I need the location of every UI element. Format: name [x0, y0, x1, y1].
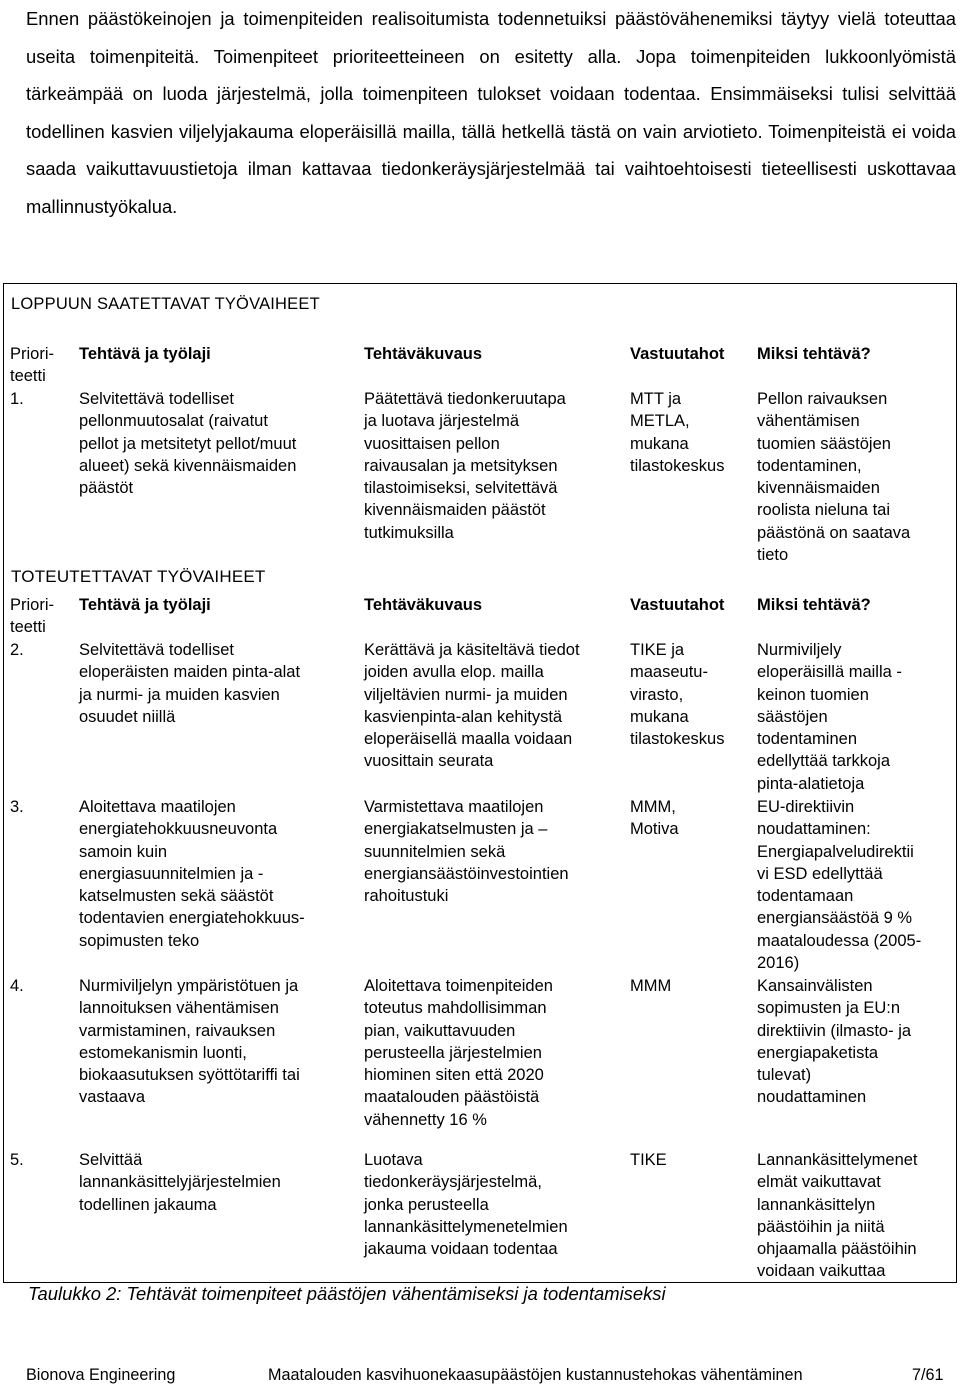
row-priority: 2.	[10, 641, 24, 659]
row-task: Selvittää lannankäsittelyjärjestelmien todellinen jakauma	[79, 1151, 281, 1214]
page-number: 7/61	[912, 1366, 944, 1384]
footer-document-title: Maatalouden kasvihuonekaasupäästöjen kustannustehokas vähentäminen	[268, 1366, 803, 1384]
row-why: EU-direktiivin noudattaminen: Energiapalveludirektii vi ESD edellyttää todentamaan energiansäästöä 9 % maataloudessa (2005- 2016)	[757, 798, 922, 973]
row-task: Aloitettava maatilojen energiatehokkuusneuvonta samoin kuin energiasuunnitelmien ja - katselmusten sekä säästöt todentavien energiatehokkuus- sopimusten teko	[79, 798, 305, 950]
row-priority: 3.	[10, 798, 24, 816]
header-description: Tehtäväkuvaus	[364, 596, 482, 614]
header-why: Miksi tehtävä?	[757, 596, 871, 614]
row-responsible: MTT ja METLA, mukana tilastokeskus	[630, 390, 725, 475]
section-title-implementation: TOTEUTETTAVAT TYÖVAIHEET	[11, 567, 266, 586]
row-description: Luotava tiedonkeräysjärjestelmä, jonka perusteella lannankäsittelymenetelmien jakauma voidaan todentaa	[364, 1151, 568, 1259]
header-responsible: Vastuutahot	[630, 345, 725, 363]
row-why: Nurmiviljely eloperäisillä mailla - keinon tuomien säästöjen todentaminen edellyttää tarkkoja pinta-alatietoja	[757, 641, 902, 793]
row-responsible: TIKE ja maaseutu- virasto, mukana tilastokeskus	[630, 641, 725, 749]
table-caption: Taulukko 2: Tehtävät toimenpiteet päästöjen vähentämiseksi ja todentamiseksi	[28, 1283, 666, 1304]
row-why: Kansainvälisten sopimusten ja EU:n direktiivin (ilmasto- ja energiapaketista tulevat) noudattaminen	[757, 977, 912, 1107]
row-description: Varmistettava maatilojen energiakatselmusten ja – suunnitelmien sekä energiansäästöinvestointien rahoitustuki	[364, 798, 569, 906]
row-priority: 5.	[10, 1151, 24, 1169]
row-task: Selvitettävä todelliset eloperäisten maiden pinta-alat ja nurmi- ja muiden kasvien osuudet niillä	[79, 641, 301, 726]
footer-company: Bionova Engineering	[26, 1366, 176, 1384]
section-title-completion: LOPPUUN SAATETTAVAT TYÖVAIHEET	[11, 295, 320, 313]
row-task: Selvitettävä todelliset pellonmuutosalat (raivatut pellot ja metsitetyt pellot/muut alueet) sekä kivennäismaiden päästöt	[79, 390, 297, 498]
header-why: Miksi tehtävä?	[757, 345, 871, 363]
row-description: Aloitettava toimenpiteiden toteutus mahdollisimman pian, vaikuttavuuden perusteella järjestelmien hiominen siten että 2020 maatalouden päästöistä vähennetty 16 %	[364, 977, 553, 1129]
header-task: Tehtävä ja työlaji	[79, 596, 211, 614]
row-why: Pellon raivauksen vähentämisen tuomien säästöjen todentaminen, kivennäismaiden roolista nieluna tai päästönä on saatava tieto	[757, 390, 911, 565]
row-description: Kerättävä ja käsiteltävä tiedot joiden avulla elop. mailla viljeltävien nurmi- ja muiden kasvienpinta-alan kehitystä eloperäisellä maalla voidaan vuosittain seurata	[364, 641, 580, 771]
header-priority: Priori- teetti	[10, 345, 54, 386]
row-why: Lannankäsittelymenet elmät vaikuttavat lannankäsittelyn päästöihin ja niitä ohjaamalla päästöihin voidaan vaikuttaa	[757, 1151, 918, 1281]
row-responsible: MMM	[630, 977, 672, 995]
header-responsible: Vastuutahot	[630, 596, 725, 614]
intro-paragraph: Ennen päästökeinojen ja toimenpiteiden realisoitumista todennetuiksi päästövähenemiksi täytyy vielä toteuttaa useita toimenpiteitä. Toimenpiteet prioriteetteineen on esitetty alla. Jopa toimenpiteiden lukkoonlyömistä tärkeämpää on luoda järjestelmä, jolla toimenpiteen tulokset voidaan todentaa. Ensimmäiseksi tulisi selvittää todellinen kasvien viljelyjakauma eloperäisillä mailla, tällä hetkellä tästä on vain arviotieto. Toimenpiteistä ei voida saada vaikuttavuustietoja ilman kattavaa tiedonkeräysjärjestelmää tai vaihtoehtoisesti tieteellisesti uskottavaa mallinnustyökalua.	[26, 8, 956, 217]
row-description: Päätettävä tiedonkeruutapa ja luotava järjestelmä vuosittaisen pellon raivausalan ja metsityksen tilastoimiseksi, selvitettävä kivennäismaiden päästöt tutkimuksilla	[364, 390, 566, 542]
header-priority: Priori- teetti	[10, 596, 54, 637]
row-task: Nurmiviljelyn ympäristötuen ja lannoituksen vähentämisen varmistaminen, raivauksen estomekanismin luonti, biokaasutuksen syöttötariffi tai vastaava	[79, 977, 300, 1107]
row-responsible: MMM, Motiva	[630, 798, 679, 839]
row-priority: 4.	[10, 977, 24, 995]
header-description: Tehtäväkuvaus	[364, 345, 482, 363]
row-responsible: TIKE	[630, 1151, 667, 1169]
header-task: Tehtävä ja työlaji	[79, 345, 211, 363]
row-priority: 1.	[10, 390, 24, 408]
